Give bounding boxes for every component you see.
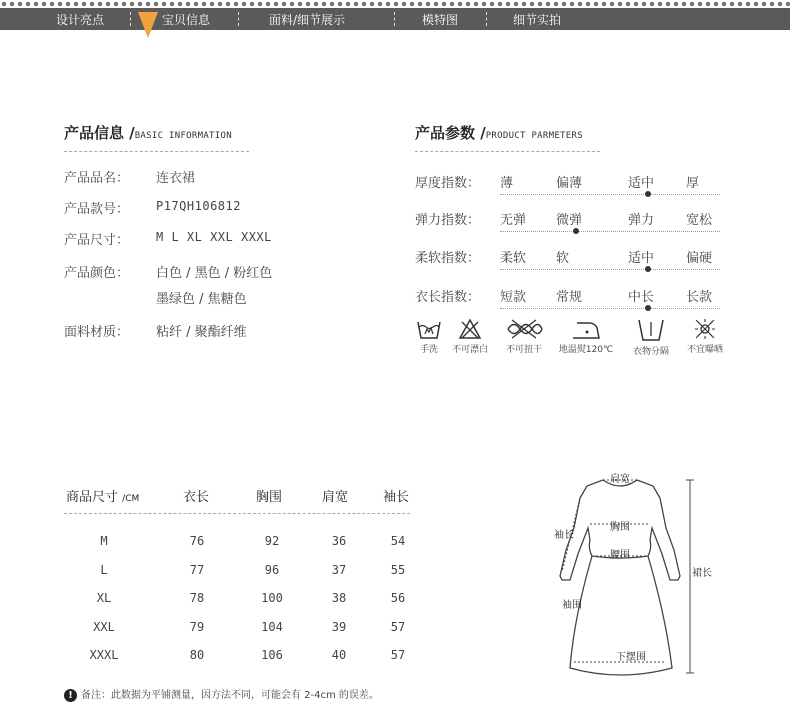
param-label: 柔软指数： [415,251,481,266]
param-label: 厚度指数： [415,176,481,191]
nav-separator [130,12,132,26]
size-col-chest: 胸围 [256,490,283,505]
size-cell-value: 38 [331,591,347,605]
measurement-note [64,686,379,702]
size-cell-size: XXXL [89,648,119,662]
nav-item-fabric[interactable]: 面料/细节展示 [269,13,346,27]
size-cell-size: XXL [93,619,115,634]
diagram-label-waist: 腰围 [610,550,630,561]
nav-item-design[interactable]: 设计亮点 [56,13,105,27]
care-label: 不宜曝晒 [686,345,723,355]
nav-separator [486,12,488,26]
size-col-shoulder: 肩宽 [322,490,349,505]
divider [64,513,410,514]
param-option: 偏薄 [556,176,583,191]
dress-diagram [540,468,740,683]
param-option: 中长 [628,290,655,305]
size-cell-value: 36 [331,534,347,548]
size-cell-value: 54 [390,534,406,548]
size-cell-value: 39 [331,619,347,634]
size-col-sleeve: 袖长 [383,490,410,505]
iron-low-icon [569,318,603,340]
param-selected-dot [645,305,651,311]
size-cell-value: 96 [264,562,280,577]
size-col-length: 衣长 [183,490,210,505]
size-cell-value: 40 [331,648,347,662]
size-cell-value: 55 [390,562,406,577]
info-label-color: 产品颜色： [64,266,130,281]
param-option: 无弹 [500,213,527,228]
size-cell-value: 106 [261,648,283,662]
product-params-title: 产品参数 /PRODUCT PARMETERS [415,124,583,142]
param-option: 适中 [628,176,655,191]
size-cell-size: L [100,562,108,577]
size-cell-size: XL [96,591,112,605]
care-label: 不可漂白 [451,345,488,355]
care-iron-low [554,318,618,355]
size-cell-value: 56 [390,591,406,605]
warning-icon: ! [64,689,77,702]
param-selected-dot [573,228,579,234]
diagram-label-sleeve: 袖长 [554,530,574,541]
param-option: 适中 [628,251,655,266]
care-separate [624,318,678,357]
care-hand-wash [412,318,446,355]
size-cell-value: 57 [390,619,406,634]
info-label-style: 产品款号： [64,202,130,217]
size-cell-size: M [100,534,108,548]
param-track [500,269,720,270]
param-option: 长款 [686,290,713,305]
hand-wash-icon [416,318,442,340]
param-label: 弹力指数： [415,213,481,228]
param-option: 薄 [500,176,514,191]
param-selected-dot [645,191,651,197]
size-cell-value: 37 [331,562,347,577]
param-selected-dot [645,266,651,272]
no-wring-icon [504,318,544,340]
param-option: 偏硬 [686,251,713,266]
size-table-unit: /CM [122,494,140,504]
nav-separator [238,12,240,26]
param-option: 常规 [556,290,583,305]
no-bleach-icon [458,318,482,340]
nav-item-model[interactable]: 模特图 [422,13,459,27]
nav-item-info[interactable]: 宝贝信息 [162,13,211,27]
param-option: 宽松 [686,213,713,228]
param-option: 弹力 [628,213,655,228]
size-cell-value: 77 [189,562,205,577]
care-label: 不可扭干 [505,345,542,355]
info-value-name: 连衣裙 [156,171,196,186]
info-value-size: M L XL XXL XXXL [156,230,272,244]
size-cell-value: 78 [189,591,205,605]
param-option: 短款 [500,290,527,305]
size-cell-value: 80 [189,648,205,662]
note-text: 备注：此数据为平铺测量，因方法不同，可能会有 2-4cm 的误差。 [81,690,379,701]
info-value-style: P17QH106812 [156,199,241,213]
no-sun-icon [693,318,717,340]
param-track [500,308,720,309]
param-option: 柔软 [500,251,527,266]
diagram-label-length: 裙长 [692,568,712,579]
product-params-subtitle: PRODUCT PARMETERS [485,131,583,141]
diagram-label-armhole: 袖围 [562,600,582,611]
product-info-title: 产品信息 /BASIC INFORMATION [64,124,232,142]
divider [64,151,249,152]
info-value-color: 白色 / 黑色 / 粉红色 [156,266,273,281]
diagram-label-chest: 胸围 [610,522,630,533]
nav-decoration [0,0,790,8]
care-no-wring [499,318,549,355]
param-option: 微弹 [556,213,583,228]
nav-separator [394,12,396,26]
diagram-label-hem: 下摆围 [616,652,646,663]
size-cell-value: 92 [264,534,280,548]
param-track [500,194,720,195]
size-cell-value: 79 [189,619,205,634]
active-tab-marker [138,12,158,38]
info-value-material: 粘纤 / 聚酯纤维 [156,325,247,340]
info-label-name: 产品品名： [64,171,130,186]
size-table-title: 商品尺寸 /CM [66,490,140,505]
size-cell-value: 57 [390,648,406,662]
size-cell-value: 104 [261,619,283,634]
nav-item-detail[interactable]: 细节实拍 [513,13,562,27]
param-option: 厚 [686,176,700,191]
info-label-material: 面料材质： [64,325,130,340]
divider [415,151,600,152]
info-label-size: 产品尺寸： [64,233,130,248]
care-no-bleach [446,318,494,355]
size-cell-value: 76 [189,534,205,548]
care-no-sun [680,318,730,355]
param-option: 软 [556,251,570,266]
diagram-label-shoulder: 肩宽 [610,474,630,485]
product-info-subtitle: BASIC INFORMATION [134,131,232,141]
care-label: 衣物分隔 [632,347,669,357]
care-label: 手洗 [419,345,438,355]
care-label: 地温熨120℃ [558,345,614,355]
param-track [500,231,720,232]
top-nav [0,0,790,30]
info-value-color-2: 墨绿色 / 焦糖色 [156,292,247,307]
separate-wash-icon [636,318,666,342]
param-label: 衣长指数： [415,290,481,305]
size-cell-value: 100 [261,591,283,605]
